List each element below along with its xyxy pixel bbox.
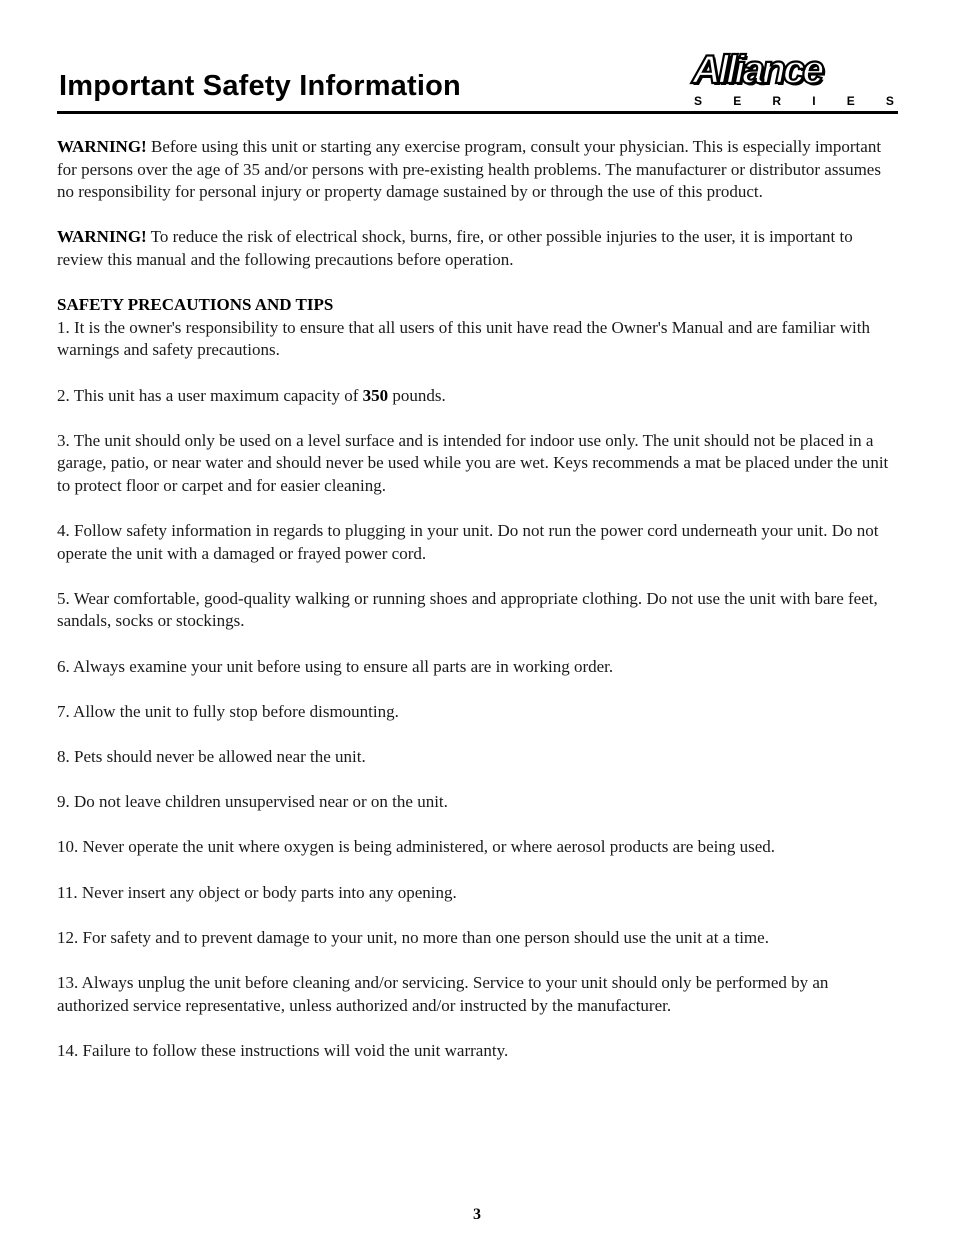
warning-label: WARNING! [57, 227, 147, 247]
tip-item [57, 385, 899, 408]
max-capacity-value: 350 [362, 385, 389, 405]
tip-text: 2. This unit has a user maximum capacity of [57, 385, 363, 405]
tip-item: 12. For safety and to prevent damage to your unit, no more than one person should use the unit at a time. [57, 927, 769, 947]
warning-text: To reduce the risk of electrical shock, burns, fire, or other possible injuries to the user, it is important to review this manual and the following precautions before operation. [57, 227, 853, 269]
tip-item: 9. Do not leave children unsupervised near or on the unit. [57, 792, 448, 812]
section-heading: SAFETY PRECAUTIONS AND TIPS [57, 295, 334, 315]
tip-item: 1. It is the owner's responsibility to ensure that all users of this unit have read the Owner's Manual and are familiar with warnings and safety precautions. [57, 317, 870, 360]
tip-item: 10. Never operate the unit where oxygen is being administered, or where aerosol products are being used. [57, 837, 776, 857]
warning-paragraph [57, 136, 899, 204]
tip-item: 13. Always unplug the unit before cleaning and/or servicing. Service to your unit should only be performed by an authorized service representative, unless authorized and/or instructed by the manufacturer. [57, 972, 829, 1015]
alliance-series-logo [690, 50, 900, 110]
tip-item: 14. Failure to follow these instructions will void the unit warranty. [57, 1040, 509, 1060]
tip-item: 4. Follow safety information in regards to plugging in your unit. Do not run the power cord underneath your unit. Do not operate the unit with a damaged or frayed power cord. [57, 521, 879, 563]
tip-item: 5. Wear comfortable, good-quality walking or running shoes and appropriate clothing. Do not use the unit with bare feet, sandals, socks or stockings. [57, 588, 878, 631]
logo-series-letter: E [846, 94, 855, 108]
tip-item: 6. Always examine your unit before using to ensure all parts are in working order. [57, 656, 614, 676]
tip-item: 7. Allow the unit to fully stop before dismounting. [57, 701, 399, 721]
logo-series-letter: I [812, 94, 816, 108]
page-title: Important Safety Information [59, 70, 461, 102]
tip-item: 8. Pets should never be allowed near the unit. [57, 747, 366, 767]
logo-series-text [694, 94, 894, 108]
tip-item: 11. Never insert any object or body parts into any opening. [57, 882, 457, 902]
tip-text: pounds. [388, 385, 446, 405]
logo-wordmark: Alliance [692, 48, 822, 92]
warning-paragraph [57, 226, 899, 271]
header-divider [57, 111, 898, 114]
logo-series-letter: S [694, 94, 703, 108]
logo-series-letter: S [885, 94, 894, 108]
tip-item: 3. The unit should only be used on a level surface and is intended for indoor use only. The unit should not be placed in a garage, patio, or near water and should never be used while you are wet. Keys recommends a mat be placed under the unit to protect floor or carpet and for easier cleaning. [57, 430, 889, 495]
page-number: 3 [473, 1206, 481, 1223]
warning-label: WARNING! [57, 137, 147, 156]
logo-series-letter: R [772, 94, 782, 108]
logo-series-letter: E [733, 94, 742, 108]
warning-text: Before using this unit or starting any exercise program, consult your physician. This is especially important for persons over the age of 35 and/or persons with pre-existing health problems. The manufacturer or distributor assumes no responsibility for personal injury or property damage sustained by or through the use of this product. [57, 137, 882, 202]
safety-content [57, 136, 899, 1085]
